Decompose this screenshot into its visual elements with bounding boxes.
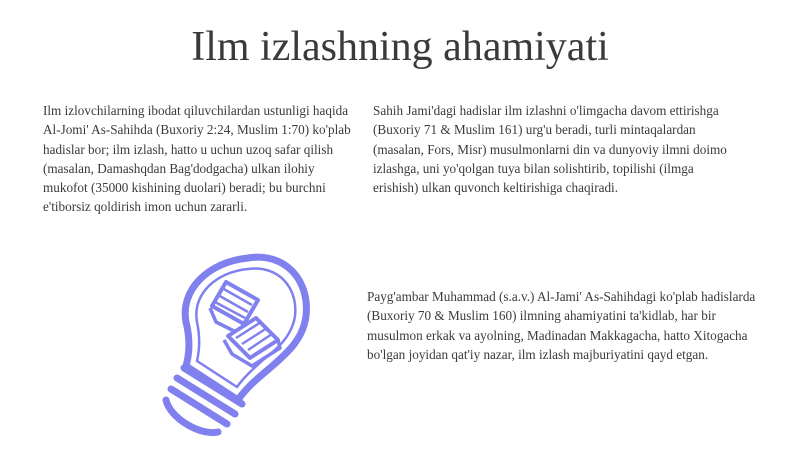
paragraph-left: Ilm izlovchilarning ibodat qiluvchilardan ustunligi haqida Al-Jomi' As-Sahihda (Buxoriy 2:24, Muslim 1:70) ko'plab hadislar bor; ilm izlash, hatto u uchun uzoq safar qilish (masalan, Damashqdan Bag'dodgacha) ulkan ilohiy mukofot (35000 kishining duolari) beradi; bu burchni e'tiborsiz qoldirish imon uchun zararli. xyxy=(43,103,351,215)
lightbulb-books-icon xyxy=(160,250,310,450)
paragraph-bottom: Payg'ambar Muhammad (s.a.v.) Al-Jami' As-Sahihdagi ko'plab hadislarda (Buxoriy 70 & Muslim 160) ilmning ahamiyatini ta'kidlab, har bir musulmon erkak va ayolning, Madinadan Makkagacha, hatto Xitogacha bo'lgan joyidan qat'iy nazar, ilm izlash majburiyatini qayd etgan. xyxy=(367,289,756,362)
slide-title: Ilm izlashning ahamiyati xyxy=(191,24,609,70)
paragraph-right: Sahih Jami'dagi hadislar ilm izlashni o'limgacha davom ettirishga (Buxoriy 71 & Muslim 161) urg'u beradi, turli mintaqalardan (masalan, Fors, Misr) musulmonlarni din va dunyoviy ilmni doimo izlashga, uni yo'qolgan tuya bilan solishtirib, topilishi (ilmga erishish) ulkan quvonch keltirishiga chaqiradi. xyxy=(373,103,727,196)
